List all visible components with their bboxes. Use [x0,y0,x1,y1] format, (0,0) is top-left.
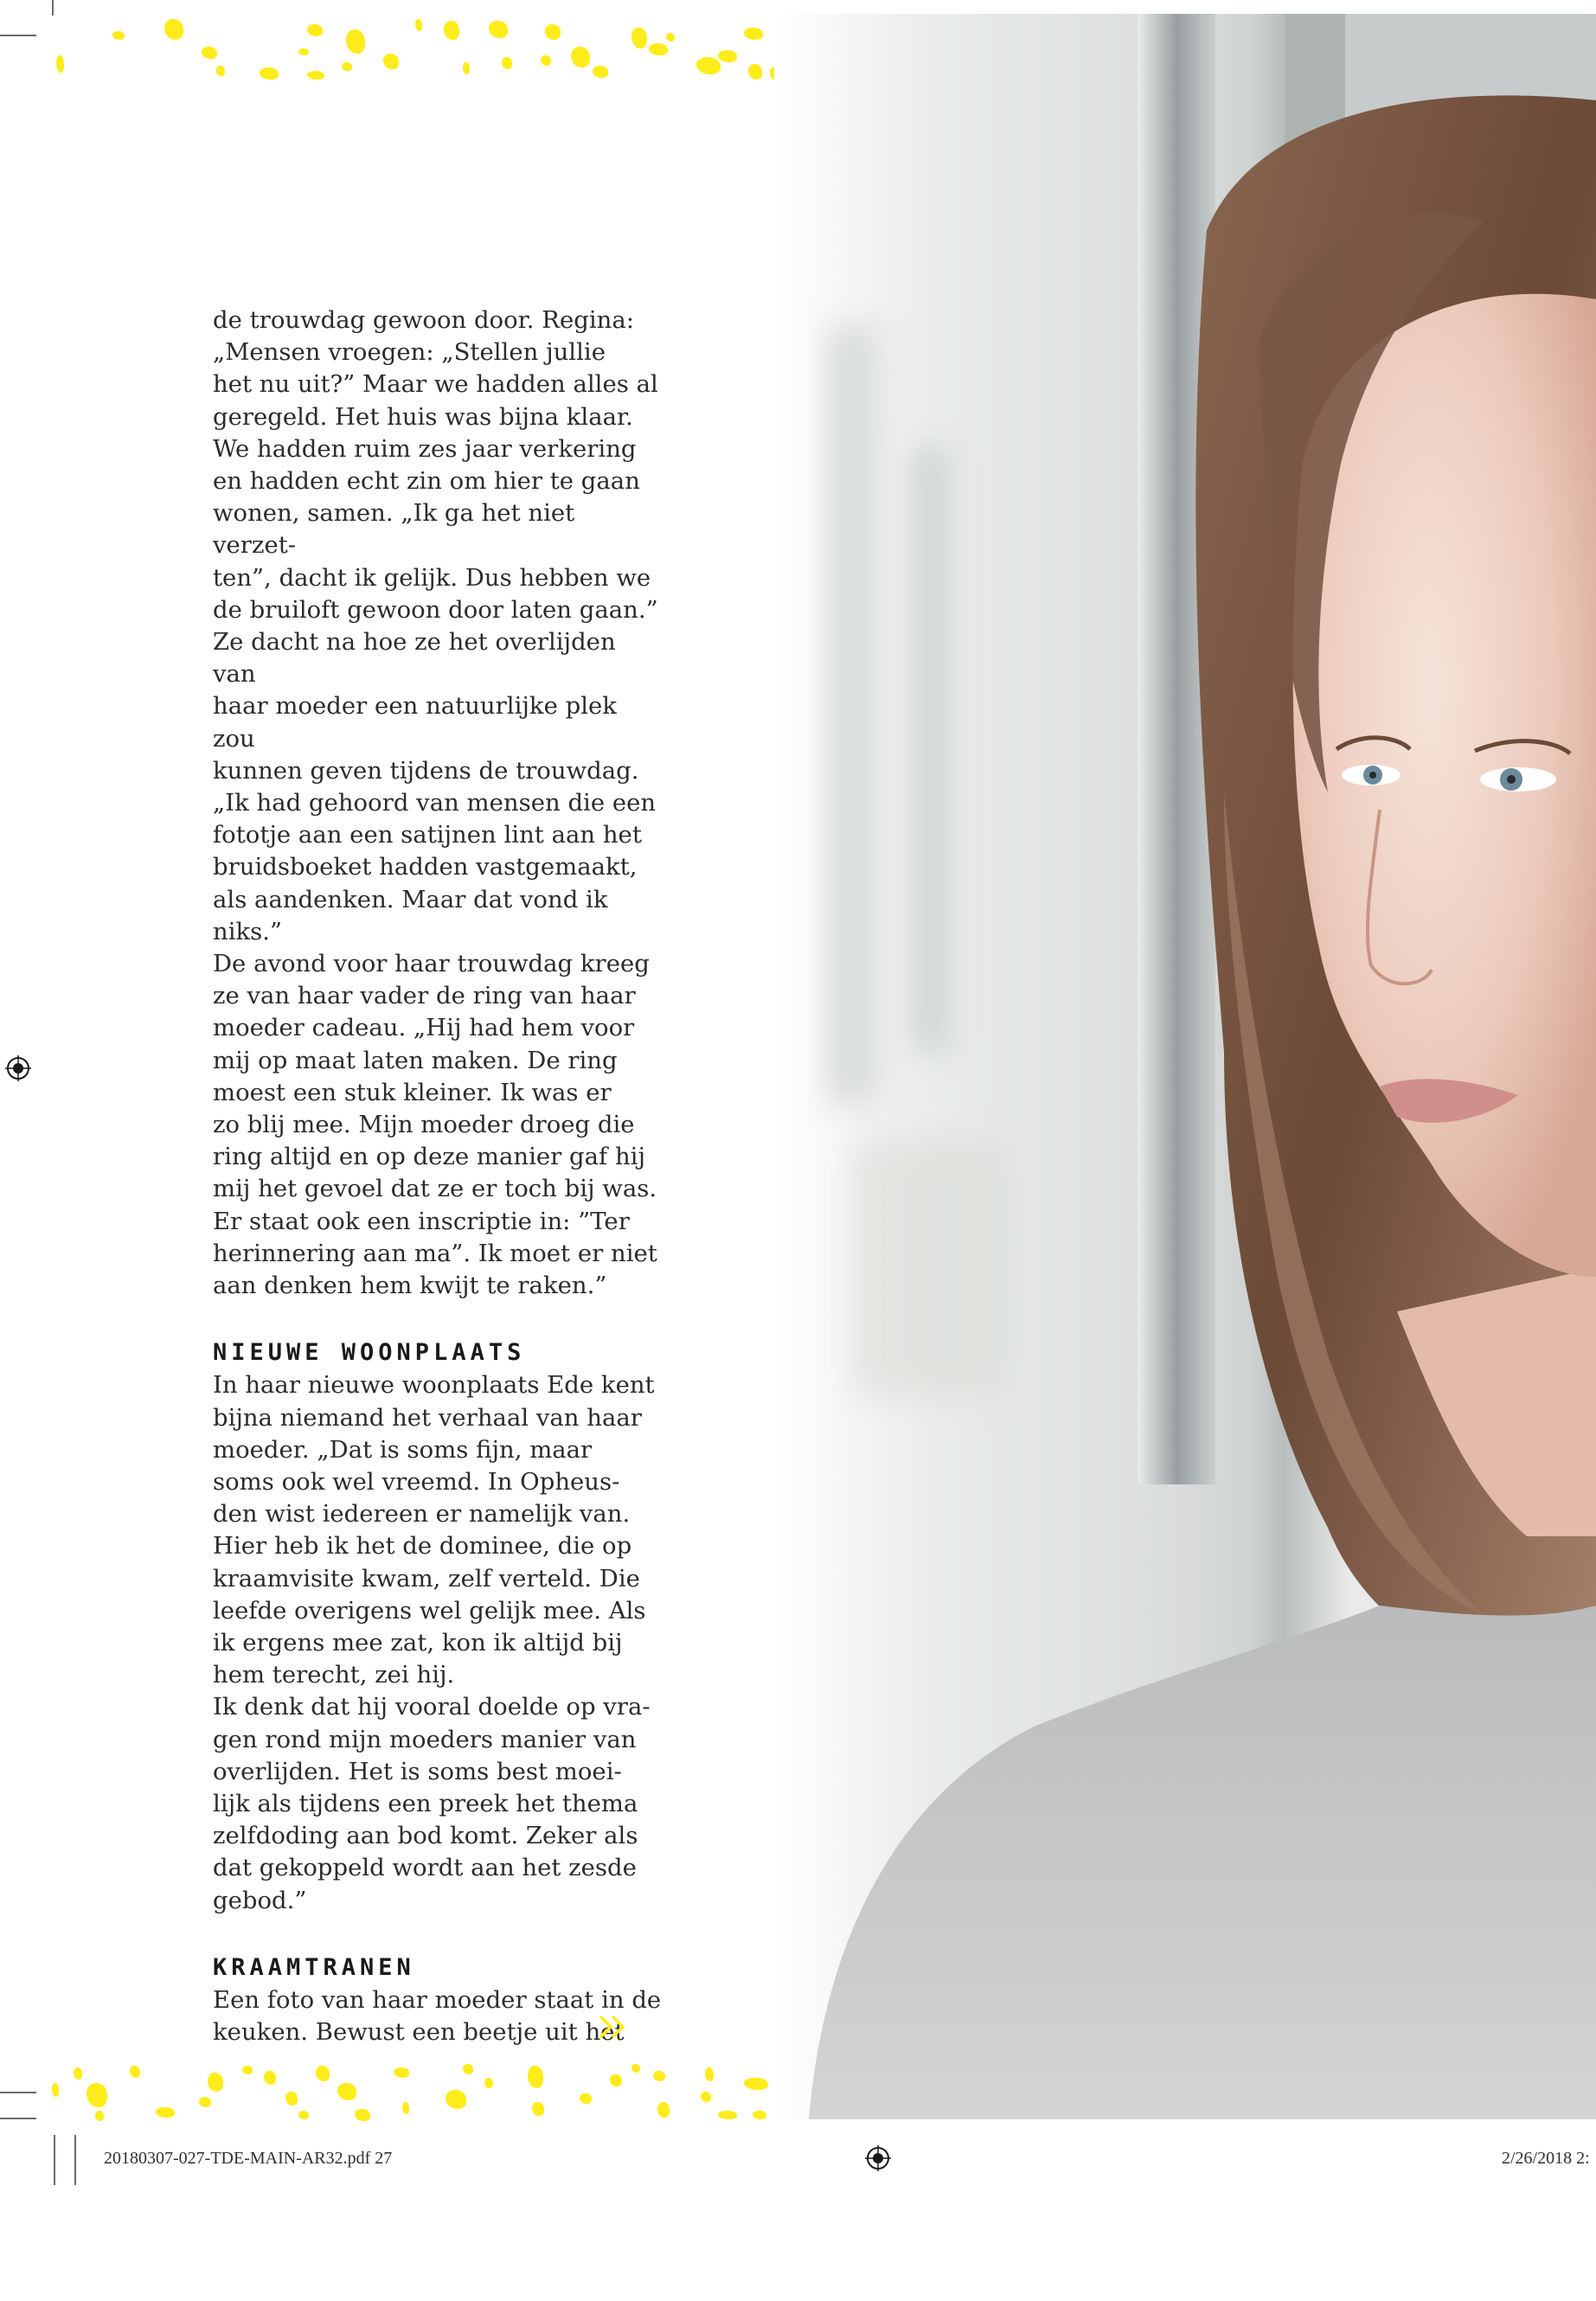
crop-mark [0,35,36,36]
registration-mark-icon [5,1055,31,1081]
crop-mark [74,2135,76,2185]
article-column [213,304,663,2048]
print-slug-date: 2/26/2018 2: [1502,2149,1590,2168]
registration-mark-icon [865,2145,891,2171]
article-paragraph: Een foto van haar moeder staat in de keuken. Bewust een beetje uit het [213,1985,662,2046]
crop-mark [0,2092,36,2093]
confetti-decoration-top [48,12,774,90]
crop-mark [54,2135,55,2185]
portrait-photo [774,14,1596,2119]
double-chevron-right-icon [598,2014,632,2040]
section-heading: NIEUWE WOONPLAATS [213,1339,526,1367]
confetti-decoration-bottom [48,2048,774,2126]
article-paragraph: de trouwdag gewoon door. Regina: „Mensen vroegen: „Stellen jullie het nu uit?” Maar we hadden alles al geregeld. Het huis was bijna klaar. We hadden ruim zes jaar verkering en hadden echt zin om hier te gaan wonen, samen. „Ik ga het niet verzet- ten”, dacht ik gelijk. Dus hebben we de bruiloft gewoon door laten gaan.” Ze dacht na hoe ze het overlijden van haar moeder een natuurlijke plek zou kunnen geven tijdens de trouwdag. „Ik had gehoord van mensen die een fototje aan een satijnen lint aan het bruidsboeket hadden vastgemaakt, als aandenken. Maar dat vond ik niks.” De avond voor haar trouwdag kreeg ze van haar vader de ring van haar moeder cadeau. „Hij had hem voor mij op maat laten maken. De ring moest een stuk kleiner. Ik was er zo blij mee. Mijn moeder droeg die ring altijd en op deze manier gaf hij mij het gevoel dat ze er toch bij was. Er staat ook een inscriptie in: ”Ter herinnering aan ma”. Ik moet er niet aan denken hem kwijt te raken.” [213,306,658,1300]
print-slug-filename: 20180307-027-TDE-MAIN-AR32.pdf 27 [104,2149,393,2168]
article-paragraph: In haar nieuwe woonplaats Ede kent bijna niemand het verhaal van haar moeder. „Dat is soms fijn, maar soms ook wel vreemd. In Opheus- den wist iedereen er namelijk van. Hier heb ik het de dominee, die op kraamvisite kwam, zelf verteld. Die leefde overigens wel gelijk mee. Als ik ergens mee zat, kon ik altijd bij hem terecht, zei hij. Ik denk dat hij vooral doelde op vra- gen rond mijn moeders manier van overlijden. Het is soms best moei- lijk als tijdens een preek het thema zelfdoding aan bod komt. Zeker als dat gekoppeld wordt aan het zesde gebod.” [213,1371,655,1914]
closing-block [213,1984,663,2048]
crop-mark [0,2118,36,2119]
section-heading: KRAAMTRANEN [213,1953,415,1981]
crop-mark [52,0,54,16]
